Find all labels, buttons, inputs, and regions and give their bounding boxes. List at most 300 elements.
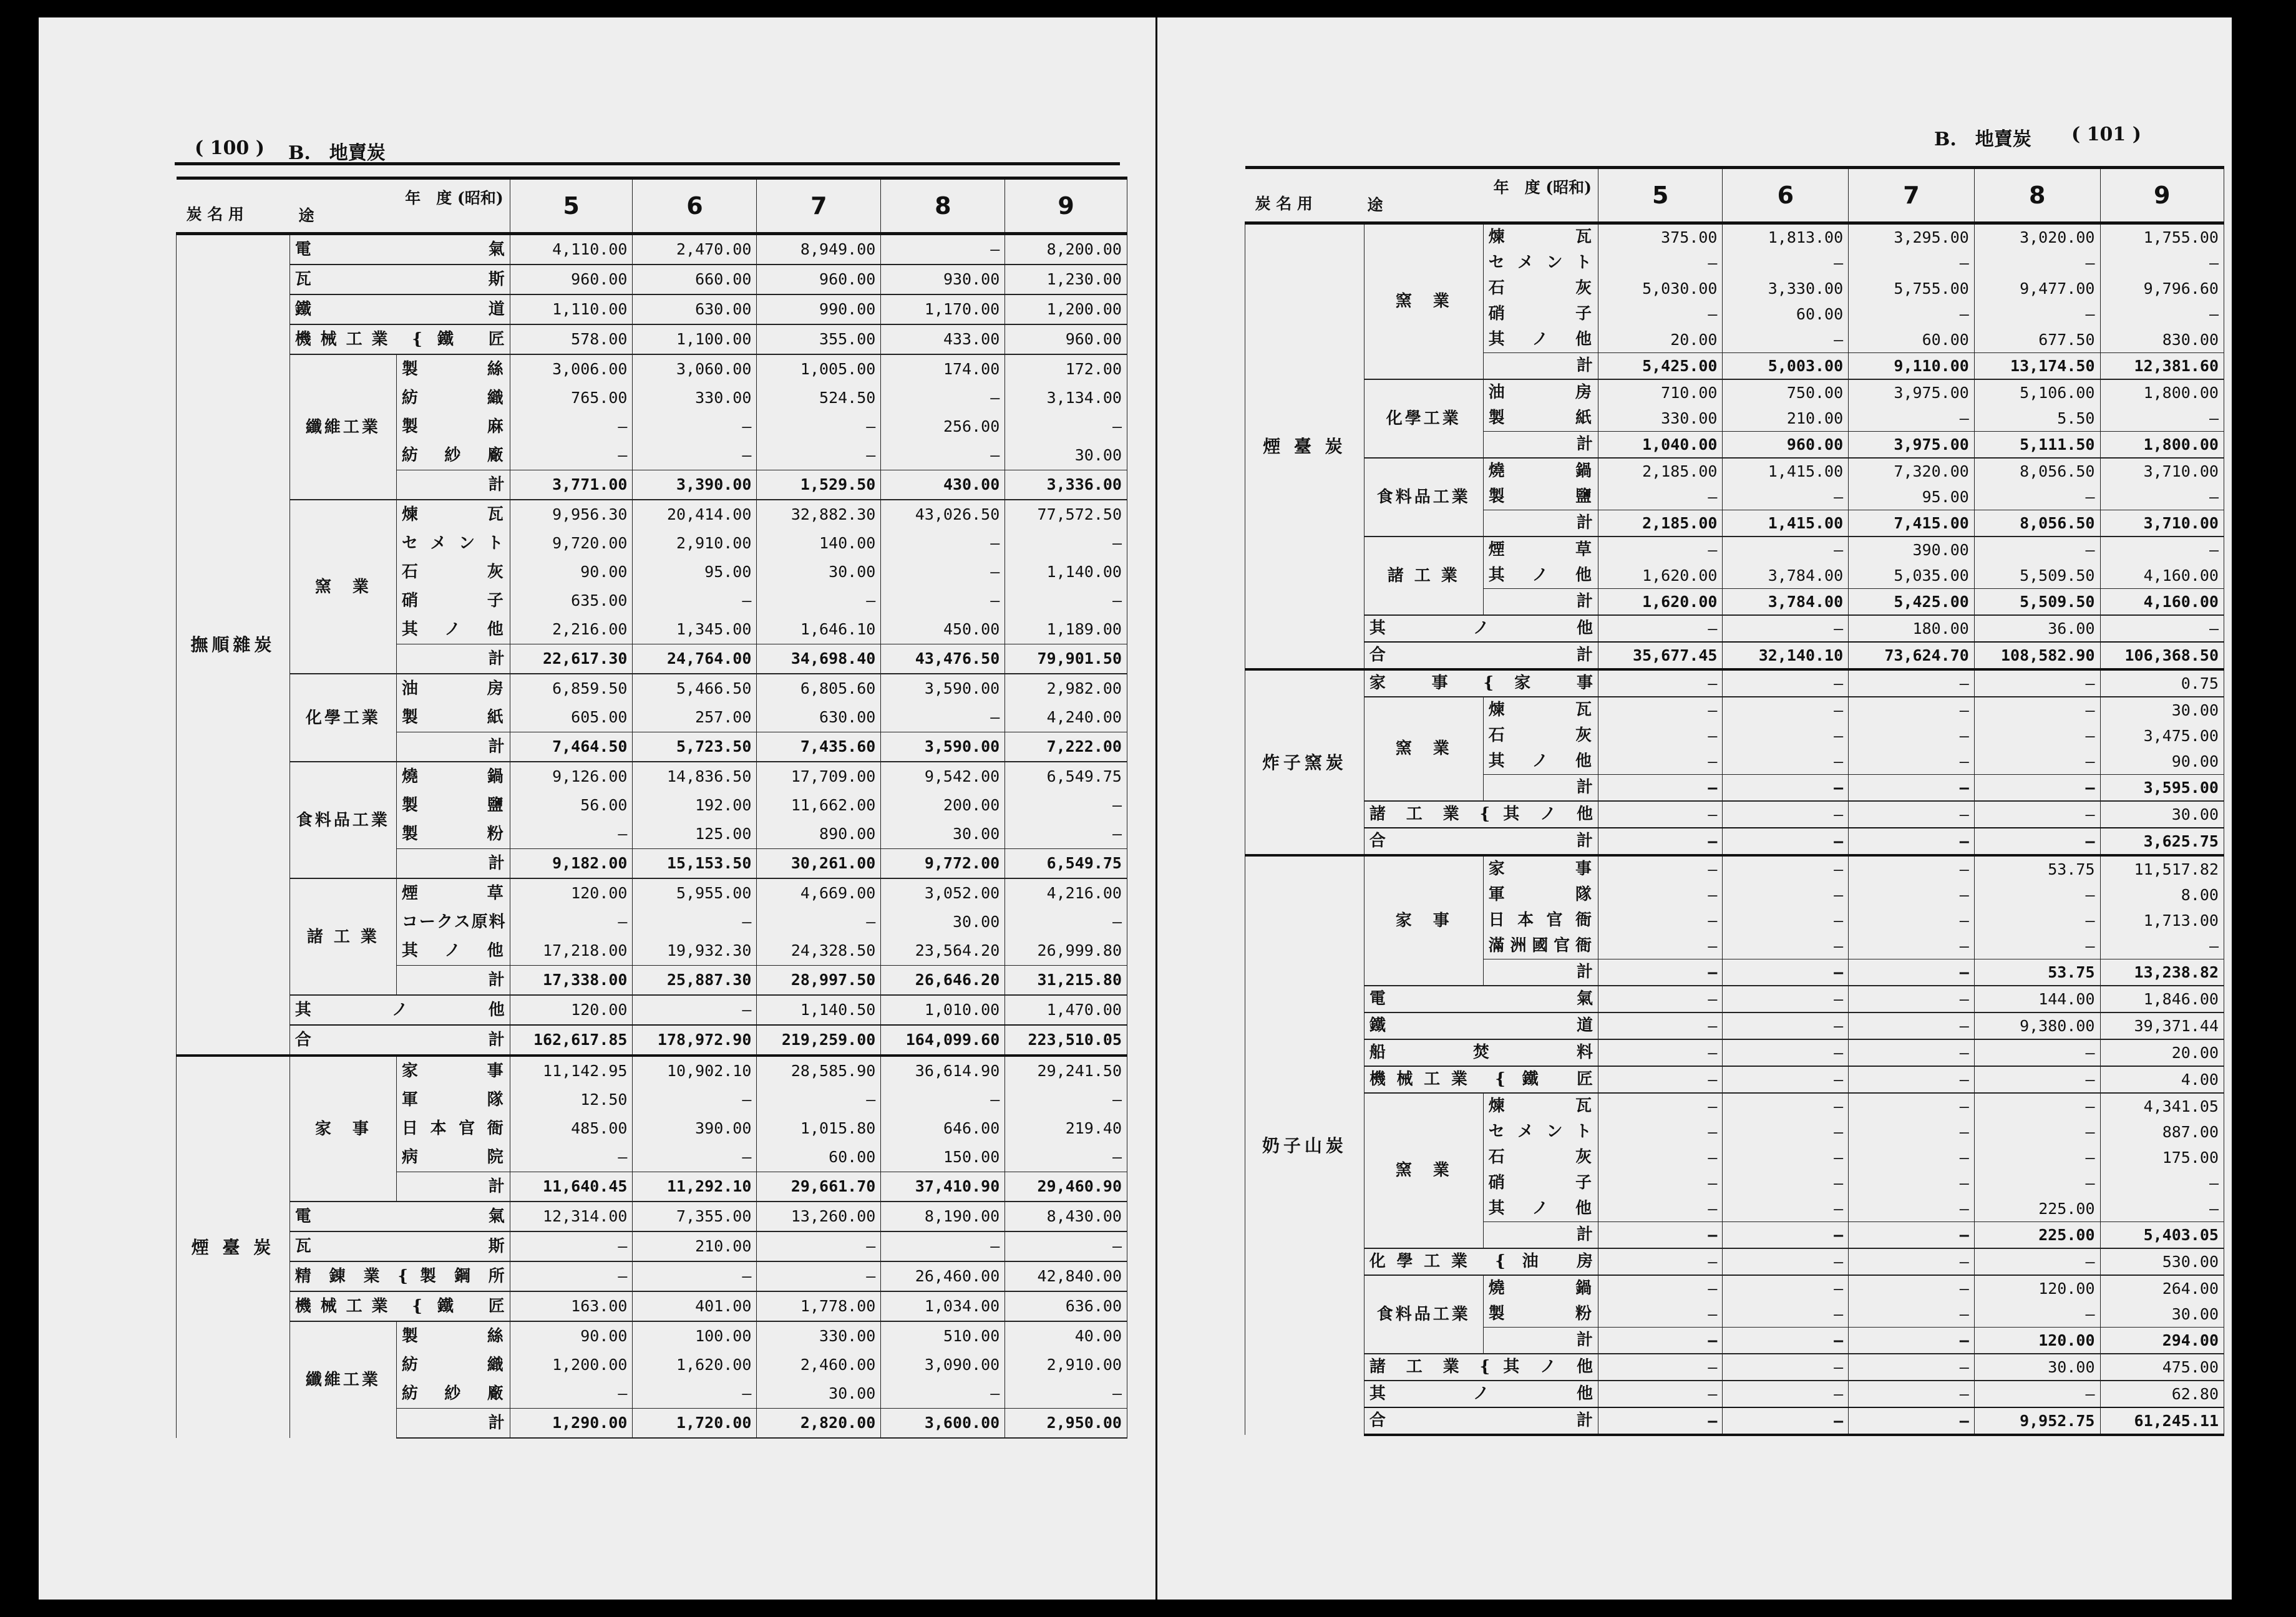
- value-cell: —: [881, 558, 1005, 586]
- subtotal-cell: —: [1849, 1222, 1975, 1249]
- value-cell: 8.00: [2100, 882, 2224, 908]
- subtotal-cell: 79,901.50: [1005, 644, 1127, 674]
- value-cell: 3,020.00: [1974, 223, 2100, 251]
- value-cell: 2,460.00: [757, 1351, 881, 1379]
- table-row: [177, 674, 1127, 703]
- value-cell: 1,470.00: [1005, 995, 1127, 1025]
- value-cell: 890.00: [757, 820, 881, 849]
- value-cell: —: [1723, 1381, 1849, 1407]
- value-cell: —: [510, 908, 633, 936]
- table-row: [1245, 1093, 2224, 1119]
- subtotal-cell: —: [1723, 1222, 1849, 1249]
- right-year-col-7: 7: [1849, 168, 1975, 223]
- use-label: 瓦 斯: [289, 265, 510, 294]
- right-year-col-9: 9: [2100, 168, 2224, 223]
- value-cell: 26,460.00: [881, 1261, 1005, 1291]
- use-label: 精 錬 業 { 製 鋼 所: [289, 1261, 510, 1291]
- value-cell: —: [633, 586, 757, 615]
- value-cell: —: [1723, 537, 1849, 563]
- subtotal-label: 計: [1483, 775, 1598, 802]
- total-row: [1245, 828, 2224, 855]
- subtotal-label: 計: [1483, 959, 1598, 986]
- value-cell: 485.00: [510, 1114, 633, 1143]
- value-cell: 1,200.00: [510, 1351, 633, 1379]
- value-cell: —: [1849, 1119, 1975, 1145]
- total-row: [1245, 642, 2224, 669]
- value-cell: 960.00: [757, 265, 881, 294]
- use-sub-label: 油 房: [1483, 379, 1598, 405]
- value-cell: —: [1849, 1301, 1975, 1328]
- value-cell: 2,910.00: [1005, 1351, 1127, 1379]
- value-cell: 1,415.00: [1723, 458, 1849, 484]
- use-group-label: 食料品工業: [1364, 458, 1483, 537]
- value-cell: 30.00: [2100, 801, 2224, 828]
- value-cell: 120.00: [510, 878, 633, 908]
- total-label: 合 計: [1364, 642, 1598, 669]
- value-cell: 8,190.00: [881, 1202, 1005, 1231]
- value-cell: —: [1723, 1170, 1849, 1196]
- right-table-body: [1245, 223, 2224, 1435]
- value-cell: 225.00: [1974, 1196, 2100, 1222]
- value-cell: 172.00: [1005, 354, 1127, 384]
- value-cell: —: [1974, 697, 2100, 723]
- use-group-label: 食料品工業: [289, 762, 396, 878]
- use-label: 電 氣: [289, 1202, 510, 1231]
- table-row: [177, 1231, 1127, 1261]
- value-cell: —: [633, 995, 757, 1025]
- subtotal-label: 計: [1483, 1328, 1598, 1354]
- table-row: [177, 1291, 1127, 1321]
- value-cell: —: [1849, 1248, 1975, 1275]
- use-sub-label: 製 鹽: [396, 791, 510, 820]
- value-cell: 2,910.00: [633, 529, 757, 558]
- value-cell: 30.00: [2100, 697, 2224, 723]
- value-cell: —: [1849, 986, 1975, 1012]
- use-sub-label: 燒 鍋: [396, 762, 510, 791]
- total-cell: 3,625.75: [2100, 828, 2224, 855]
- subtotal-cell: 3,784.00: [1723, 589, 1849, 616]
- subtotal-cell: 1,529.50: [757, 470, 881, 500]
- total-cell: 9,952.75: [1974, 1407, 2100, 1435]
- use-group-label: 諸 工 業: [289, 878, 396, 995]
- total-cell: 219,259.00: [757, 1025, 881, 1056]
- subtotal-label: 計: [1483, 510, 1598, 537]
- value-cell: —: [1005, 586, 1127, 615]
- left-year-col-6: 6: [633, 178, 757, 234]
- value-cell: —: [1849, 405, 1975, 432]
- table-row: [1245, 855, 2224, 882]
- total-cell: 73,624.70: [1849, 642, 1975, 669]
- value-cell: —: [1849, 908, 1975, 933]
- value-cell: 1,034.00: [881, 1291, 1005, 1321]
- use-sub-label: 日本官衙: [1483, 908, 1598, 933]
- total-label: 合 計: [289, 1025, 510, 1056]
- subtotal-cell: 15,153.50: [633, 849, 757, 879]
- value-cell: 257.00: [633, 703, 757, 732]
- subtotal-cell: 225.00: [1974, 1222, 2100, 1249]
- subtotal-cell: 25,887.30: [633, 966, 757, 996]
- value-cell: —: [2100, 250, 2224, 276]
- value-cell: 192.00: [633, 791, 757, 820]
- value-cell: 660.00: [633, 265, 757, 294]
- value-cell: —: [1849, 669, 1975, 697]
- value-cell: 636.00: [1005, 1291, 1127, 1321]
- coal-name-cell: 炸子窯炭: [1245, 669, 1364, 855]
- value-cell: 1,230.00: [1005, 265, 1127, 294]
- value-cell: —: [633, 1085, 757, 1114]
- value-cell: —: [1598, 301, 1723, 327]
- value-cell: 5,955.00: [633, 878, 757, 908]
- table-row: [177, 1261, 1127, 1291]
- value-cell: —: [2100, 615, 2224, 642]
- subtotal-cell: 430.00: [881, 470, 1005, 500]
- value-cell: —: [1598, 250, 1723, 276]
- value-cell: 144.00: [1974, 986, 2100, 1012]
- left-year-col-5: 5: [510, 178, 633, 234]
- left-year-col-8: 8: [881, 178, 1005, 234]
- value-cell: —: [1849, 1170, 1975, 1196]
- value-cell: 5,466.50: [633, 674, 757, 703]
- table-row: [1245, 1275, 2224, 1301]
- subtotal-cell: 17,338.00: [510, 966, 633, 996]
- value-cell: 1,345.00: [633, 615, 757, 644]
- value-cell: —: [1598, 484, 1723, 510]
- value-cell: 6,859.50: [510, 674, 633, 703]
- value-cell: 180.00: [1849, 615, 1975, 642]
- table-row: [177, 995, 1127, 1025]
- left-consumption-table: [176, 177, 1127, 1439]
- value-cell: —: [1598, 1196, 1723, 1222]
- subtotal-cell: 3,336.00: [1005, 470, 1127, 500]
- value-cell: —: [1974, 1301, 2100, 1328]
- value-cell: 24,328.50: [757, 936, 881, 966]
- total-cell: 178,972.90: [633, 1025, 757, 1056]
- value-cell: —: [1849, 301, 1975, 327]
- value-cell: —: [1974, 537, 2100, 563]
- subtotal-cell: 7,415.00: [1849, 510, 1975, 537]
- subtotal-cell: 29,460.90: [1005, 1172, 1127, 1202]
- value-cell: —: [1723, 1093, 1849, 1119]
- value-cell: 6,805.60: [757, 674, 881, 703]
- value-cell: —: [1723, 986, 1849, 1012]
- value-cell: 5,030.00: [1598, 276, 1723, 301]
- use-sub-label: 硝 子: [1483, 1170, 1598, 1196]
- use-sub-label: 煉 瓦: [396, 500, 510, 529]
- value-cell: —: [510, 1261, 633, 1291]
- value-cell: 43,026.50: [881, 500, 1005, 529]
- subtotal-cell: —: [1598, 959, 1723, 986]
- value-cell: 120.00: [510, 995, 633, 1025]
- value-cell: 30.00: [757, 1379, 881, 1409]
- value-cell: —: [1849, 749, 1975, 775]
- value-cell: —: [510, 1379, 633, 1409]
- value-cell: 140.00: [757, 529, 881, 558]
- value-cell: 530.00: [2100, 1248, 2224, 1275]
- table-row: [1245, 669, 2224, 697]
- value-cell: 30.00: [881, 820, 1005, 849]
- table-row: [1245, 697, 2224, 723]
- subtotal-cell: 6,549.75: [1005, 849, 1127, 879]
- table-row: [177, 1321, 1127, 1351]
- use-sub-label: 煉 瓦: [1483, 697, 1598, 723]
- use-group-label: 化學工業: [1364, 379, 1483, 458]
- value-cell: —: [881, 529, 1005, 558]
- total-cell: —: [1598, 828, 1723, 855]
- value-cell: —: [1723, 801, 1849, 828]
- subtotal-cell: 960.00: [1723, 432, 1849, 459]
- value-cell: 2,216.00: [510, 615, 633, 644]
- subtotal-cell: 5,111.50: [1974, 432, 2100, 459]
- coal-name-cell: 撫順雜炭: [177, 234, 290, 1056]
- value-cell: 9,720.00: [510, 529, 633, 558]
- subtotal-cell: 3,590.00: [881, 732, 1005, 762]
- value-cell: —: [1974, 1145, 2100, 1170]
- use-label: 其 ノ 他: [1364, 615, 1598, 642]
- subtotal-cell: 1,040.00: [1598, 432, 1723, 459]
- value-cell: 39,371.44: [2100, 1012, 2224, 1039]
- total-label: 合 計: [1364, 828, 1598, 855]
- subtotal-label: 計: [396, 1172, 510, 1202]
- value-cell: 330.00: [633, 384, 757, 412]
- value-cell: 28,585.90: [757, 1056, 881, 1085]
- value-cell: —: [1849, 1093, 1975, 1119]
- table-row: [177, 234, 1127, 265]
- subtotal-cell: 24,764.00: [633, 644, 757, 674]
- value-cell: 95.00: [633, 558, 757, 586]
- subtotal-cell: 29,661.70: [757, 1172, 881, 1202]
- value-cell: —: [633, 1379, 757, 1409]
- subtotal-cell: —: [1723, 775, 1849, 802]
- value-cell: —: [1598, 615, 1723, 642]
- subtotal-label: 計: [396, 1409, 510, 1439]
- subtotal-cell: 5,425.00: [1598, 353, 1723, 380]
- value-cell: 1,189.00: [1005, 615, 1127, 644]
- use-sub-label: 家 事: [396, 1056, 510, 1085]
- value-cell: —: [1598, 1301, 1723, 1328]
- subtotal-cell: 34,698.40: [757, 644, 881, 674]
- use-sub-label: 硝 子: [396, 586, 510, 615]
- left-year-label: 年 度 (昭和): [405, 189, 503, 207]
- value-cell: —: [1723, 933, 1849, 959]
- value-cell: —: [510, 820, 633, 849]
- value-cell: —: [1005, 820, 1127, 849]
- subtotal-label: 計: [396, 732, 510, 762]
- subtotal-cell: 11,640.45: [510, 1172, 633, 1202]
- subtotal-cell: 43,476.50: [881, 644, 1005, 674]
- use-label: 電 氣: [1364, 986, 1598, 1012]
- value-cell: 3,090.00: [881, 1351, 1005, 1379]
- value-cell: 8,949.00: [757, 234, 881, 265]
- value-cell: 4,160.00: [2100, 563, 2224, 589]
- value-cell: —: [1598, 669, 1723, 697]
- subtotal-label: 計: [1483, 589, 1598, 616]
- use-sub-label: 製 鹽: [1483, 484, 1598, 510]
- value-cell: —: [1598, 1145, 1723, 1170]
- table-row: [177, 1202, 1127, 1231]
- right-page-header: B. 地賣炭: [1934, 129, 2031, 150]
- use-sub-label: 軍 隊: [396, 1085, 510, 1114]
- use-sub-label: コークス原料: [396, 908, 510, 936]
- subtotal-label: 計: [1483, 1222, 1598, 1249]
- value-cell: —: [1723, 882, 1849, 908]
- use-sub-label: 燒 鍋: [1483, 458, 1598, 484]
- value-cell: 1,813.00: [1723, 223, 1849, 251]
- value-cell: —: [1723, 327, 1849, 353]
- table-row: [1245, 986, 2224, 1012]
- value-cell: 12.50: [510, 1085, 633, 1114]
- value-cell: 7,320.00: [1849, 458, 1975, 484]
- value-cell: —: [510, 412, 633, 441]
- value-cell: 174.00: [881, 354, 1005, 384]
- subtotal-cell: 1,720.00: [633, 1409, 757, 1439]
- value-cell: —: [1849, 801, 1975, 828]
- value-cell: 23,564.20: [881, 936, 1005, 966]
- value-cell: 0.75: [2100, 669, 2224, 697]
- value-cell: 3,134.00: [1005, 384, 1127, 412]
- value-cell: —: [1598, 1039, 1723, 1066]
- value-cell: —: [1849, 1039, 1975, 1066]
- subtotal-label: 計: [396, 966, 510, 996]
- use-group-label: 窯 業: [1364, 1093, 1483, 1248]
- value-cell: 42,840.00: [1005, 1261, 1127, 1291]
- value-cell: 12,314.00: [510, 1202, 633, 1231]
- value-cell: —: [1723, 615, 1849, 642]
- value-cell: 8,200.00: [1005, 234, 1127, 265]
- use-sub-label: 煉 瓦: [1483, 1093, 1598, 1119]
- value-cell: 2,185.00: [1598, 458, 1723, 484]
- value-cell: —: [881, 586, 1005, 615]
- table-row: [1245, 223, 2224, 251]
- value-cell: 30.00: [1974, 1354, 2100, 1381]
- value-cell: 3,710.00: [2100, 458, 2224, 484]
- value-cell: 960.00: [510, 265, 633, 294]
- value-cell: —: [2100, 1196, 2224, 1222]
- subtotal-label: 計: [1483, 353, 1598, 380]
- value-cell: —: [1849, 697, 1975, 723]
- table-row: [1245, 801, 2224, 828]
- value-cell: —: [633, 1143, 757, 1172]
- use-sub-label: セメント: [396, 529, 510, 558]
- use-sub-label: 其 ノ 他: [1483, 1196, 1598, 1222]
- value-cell: 930.00: [881, 265, 1005, 294]
- value-cell: 524.50: [757, 384, 881, 412]
- value-cell: —: [1974, 1093, 2100, 1119]
- value-cell: 3,590.00: [881, 674, 1005, 703]
- subtotal-cell: 3,595.00: [2100, 775, 2224, 802]
- value-cell: 1,170.00: [881, 294, 1005, 324]
- value-cell: 2,982.00: [1005, 674, 1127, 703]
- subtotal-cell: 13,174.50: [1974, 353, 2100, 380]
- left-page-number: ( 100 ): [195, 137, 265, 159]
- value-cell: 1,110.00: [510, 294, 633, 324]
- value-cell: —: [510, 1143, 633, 1172]
- table-row: [177, 500, 1127, 529]
- use-sub-label: 製 粉: [396, 820, 510, 849]
- use-label: 鐵 道: [1364, 1012, 1598, 1039]
- value-cell: 210.00: [633, 1231, 757, 1261]
- value-cell: —: [2100, 484, 2224, 510]
- use-group-label: 窯 業: [289, 500, 396, 674]
- value-cell: 36,614.90: [881, 1056, 1005, 1085]
- value-cell: 30.00: [757, 558, 881, 586]
- value-cell: 17,709.00: [757, 762, 881, 791]
- value-cell: 20,414.00: [633, 500, 757, 529]
- table-row: [177, 294, 1127, 324]
- value-cell: —: [1849, 250, 1975, 276]
- subtotal-cell: 3,771.00: [510, 470, 633, 500]
- value-cell: —: [1974, 1170, 2100, 1196]
- use-label: 瓦 斯: [289, 1231, 510, 1261]
- use-sub-label: 軍 隊: [1483, 882, 1598, 908]
- subtotal-cell: 2,820.00: [757, 1409, 881, 1439]
- value-cell: 8,056.50: [1974, 458, 2100, 484]
- value-cell: 630.00: [633, 294, 757, 324]
- value-cell: 210.00: [1723, 405, 1849, 432]
- value-cell: —: [1974, 1248, 2100, 1275]
- subtotal-cell: 120.00: [1974, 1328, 2100, 1354]
- use-sub-label: 其 ノ 他: [396, 936, 510, 966]
- value-cell: 401.00: [633, 1291, 757, 1321]
- value-cell: 1,646.10: [757, 615, 881, 644]
- value-cell: 1,100.00: [633, 324, 757, 354]
- value-cell: —: [2100, 933, 2224, 959]
- value-cell: 5,035.00: [1849, 563, 1975, 589]
- total-row: [1245, 1407, 2224, 1435]
- subtotal-cell: 294.00: [2100, 1328, 2224, 1354]
- total-row: [177, 1025, 1127, 1056]
- value-cell: 9,380.00: [1974, 1012, 2100, 1039]
- table-row: [177, 265, 1127, 294]
- value-cell: —: [1005, 529, 1127, 558]
- subtotal-cell: 9,110.00: [1849, 353, 1975, 380]
- subtotal-label: 計: [1483, 432, 1598, 459]
- use-sub-label: 製 粉: [1483, 1301, 1598, 1328]
- value-cell: —: [1598, 697, 1723, 723]
- value-cell: 56.00: [510, 791, 633, 820]
- value-cell: 40.00: [1005, 1321, 1127, 1351]
- use-sub-label: 油 房: [396, 674, 510, 703]
- value-cell: —: [1849, 1066, 1975, 1093]
- value-cell: 19,932.30: [633, 936, 757, 966]
- coal-name-cell: 煙 臺 炭: [1245, 223, 1364, 670]
- value-cell: —: [1974, 882, 2100, 908]
- value-cell: —: [1723, 484, 1849, 510]
- value-cell: 3,330.00: [1723, 276, 1849, 301]
- value-cell: —: [881, 1085, 1005, 1114]
- use-group-label: 纖維工業: [289, 1321, 396, 1438]
- subtotal-cell: 3,710.00: [2100, 510, 2224, 537]
- value-cell: —: [757, 441, 881, 470]
- subtotal-cell: 11,292.10: [633, 1172, 757, 1202]
- left-coal-name-label: 炭 名 用: [186, 205, 244, 223]
- value-cell: —: [1723, 1196, 1849, 1222]
- table-row: [1245, 537, 2224, 563]
- value-cell: 630.00: [757, 703, 881, 732]
- table-row: [1245, 615, 2224, 642]
- subtotal-cell: 2,950.00: [1005, 1409, 1127, 1439]
- value-cell: 60.00: [1723, 301, 1849, 327]
- use-group-label: 家 事: [289, 1056, 396, 1202]
- table-row: [1245, 1066, 2224, 1093]
- use-sub-label: 病 院: [396, 1143, 510, 1172]
- value-cell: —: [1974, 908, 2100, 933]
- use-sub-label: 煙 草: [1483, 537, 1598, 563]
- value-cell: 1,005.00: [757, 354, 881, 384]
- table-row: [177, 878, 1127, 908]
- value-cell: —: [1974, 484, 2100, 510]
- value-cell: —: [633, 908, 757, 936]
- value-cell: 433.00: [881, 324, 1005, 354]
